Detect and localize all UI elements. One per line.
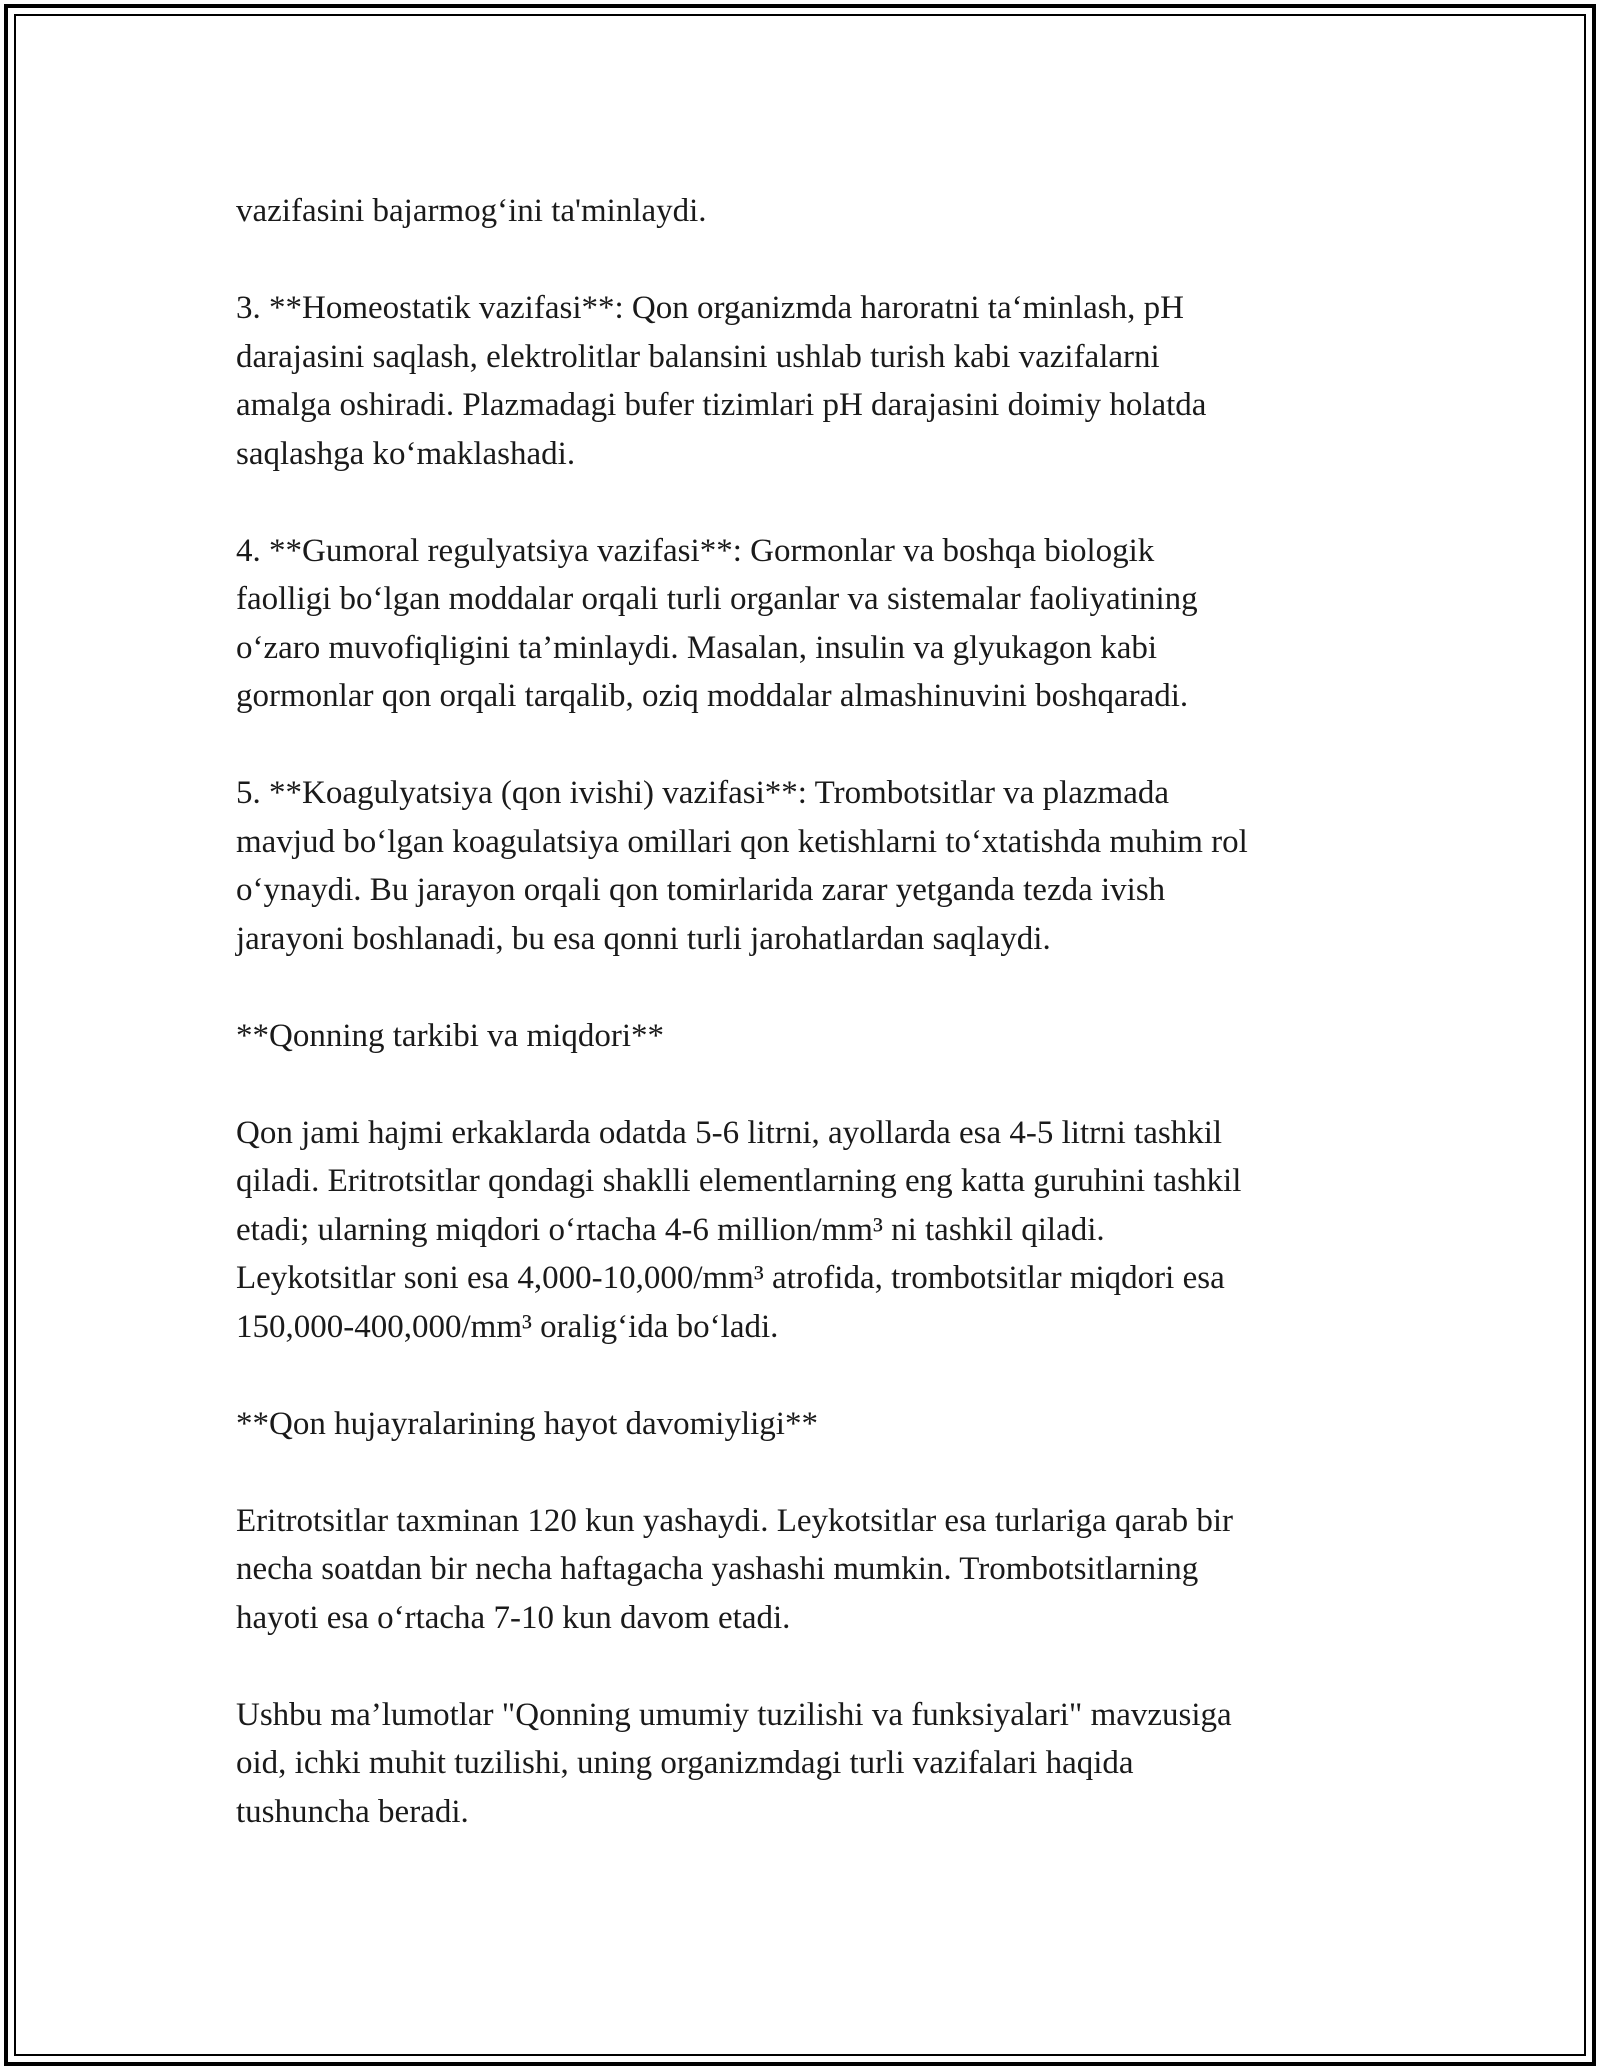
paragraph-conclusion: Ushbu ma’lumotlar "Qonning umumiy tuzilishi va funksiyalari" mavzusiga oid, ichki muhit tuzilishi, uning organizmdagi turli vazifalari haqida tushuncha beradi. <box>236 1696 1232 1830</box>
paragraph-blood-cell-lifespan: Eritrotsitlar taxminan 120 kun yashaydi. Leykotsitlar esa turlariga qarab bir necha soatdan bir necha haftagacha yashashi mumkin. Trombotsitlarning hayoti esa o‘rtacha 7-10 kun davom etadi. <box>236 1502 1234 1636</box>
document-body <box>236 187 1386 1836</box>
heading-blood-composition: **Qonning tarkibi va miqdori** <box>236 1017 665 1054</box>
paragraph-continuation: vazifasini bajarmog‘ini ta'minlaydi. <box>236 193 707 229</box>
paragraph-blood-composition: Qon jami hajmi erkaklarda odatda 5-6 litrni, ayollarda esa 4-5 litrni tashkil qiladi. Eritrotsitlar qondagi shaklli elementlarning eng katta guruhini tashkil etadi; ularning miqdori o‘rtacha 4-6 million/mm³ ni tashkil qiladi. Leykotsitlar soni esa 4,000-10,000/mm³ atrofida, trombotsitlar miqdori esa 150,000-400,000/mm³ oralig‘ida bo‘ladi. <box>236 1114 1242 1345</box>
paragraph-humoral-regulation: 4. **Gumoral regulyatsiya vazifasi**: Gormonlar va boshqa biologik faolligi bo‘lgan moddalar orqali turli organlar va sistemalar faoliyatining o‘zaro muvofiqligini ta’minlaydi. Masalan, insulin va glyukagon kabi gormonlar qon orqali tarqalib, oziq moddalar almashinuvini boshqaradi. <box>236 532 1198 714</box>
paragraph-homeostatic-function: 3. **Homeostatik vazifasi**: Qon organizmda haroratni ta‘minlash, pH darajasini saqlash, elektrolitlar balansini ushlab turish kabi vazifalarni amalga oshiradi. Plazmadagi bufer tizimlari pH darajasini doimiy holatda saqlashga ko‘maklashadi. <box>236 290 1207 472</box>
heading-blood-cell-lifespan: **Qon hujayralarining hayot davomiyligi** <box>236 1405 818 1442</box>
paragraph-coagulation-function: 5. **Koagulyatsiya (qon ivishi) vazifasi**: Trombotsitlar va plazmada mavjud bo‘lgan koagulatsiya omillari qon ketishlarni to‘xtatishda muhim rol o‘ynaydi. Bu jarayon orqali qon tomirlarida zarar yetganda tezda ivish jarayoni boshlanadi, bu esa qonni turli jarohatlardan saqlaydi. <box>236 775 1248 957</box>
